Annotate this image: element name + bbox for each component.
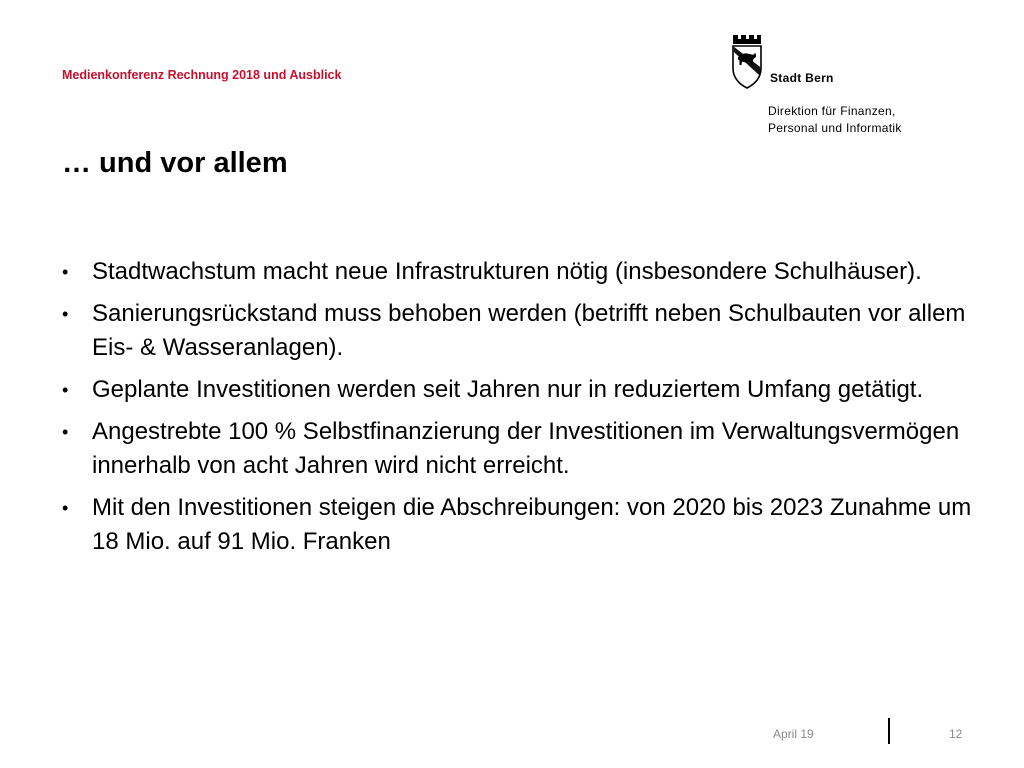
bullet-marker: • [62, 304, 69, 324]
bullet-item [62, 415, 982, 483]
bullet-item [62, 373, 982, 407]
bullet-item [62, 297, 982, 365]
bullet-text: Stadtwachstum macht neue Infrastrukturen nötig (insbesondere Schulhäuser). [92, 258, 922, 285]
bullet-text: Sanierungsrückstand muss behoben werden (betrifft neben Schulbauten vor allem Eis- & Wasseranlagen). [92, 300, 966, 361]
bullet-marker: • [62, 262, 69, 282]
bern-coat-of-arms-icon [730, 34, 764, 90]
bullet-text: Mit den Investitionen steigen die Abschreibungen: von 2020 bis 2023 Zunahme um 18 Mio. auf 91 Mio. Franken [92, 494, 972, 555]
presentation-kicker: Medienkonferenz Rechnung 2018 und Ausblick [62, 68, 342, 82]
bullet-item [62, 491, 982, 559]
department-line-1: Direktion für Finanzen, [768, 104, 896, 118]
bullet-marker: • [62, 498, 69, 518]
bullet-item [62, 255, 982, 289]
bullet-marker: • [62, 422, 69, 442]
page-number: 12 [949, 727, 963, 741]
footer-divider [888, 718, 890, 744]
bullet-list [62, 255, 982, 567]
footer-date: April 19 [773, 727, 814, 741]
department-name [768, 103, 902, 137]
bullet-text: Angestrebte 100 % Selbstfinanzierung der Investitionen im Verwaltungsvermögen innerhalb von acht Jahren wird nicht erreicht. [92, 418, 960, 479]
logo-name: Stadt Bern [770, 71, 834, 85]
bullet-text: Geplante Investitionen werden seit Jahren nur in reduziertem Umfang getätigt. [92, 376, 924, 403]
stadt-bern-logo [730, 34, 930, 94]
slide-title: … und vor allem [62, 147, 288, 179]
bullet-marker: • [62, 380, 69, 400]
department-line-2: Personal und Informatik [768, 121, 902, 135]
